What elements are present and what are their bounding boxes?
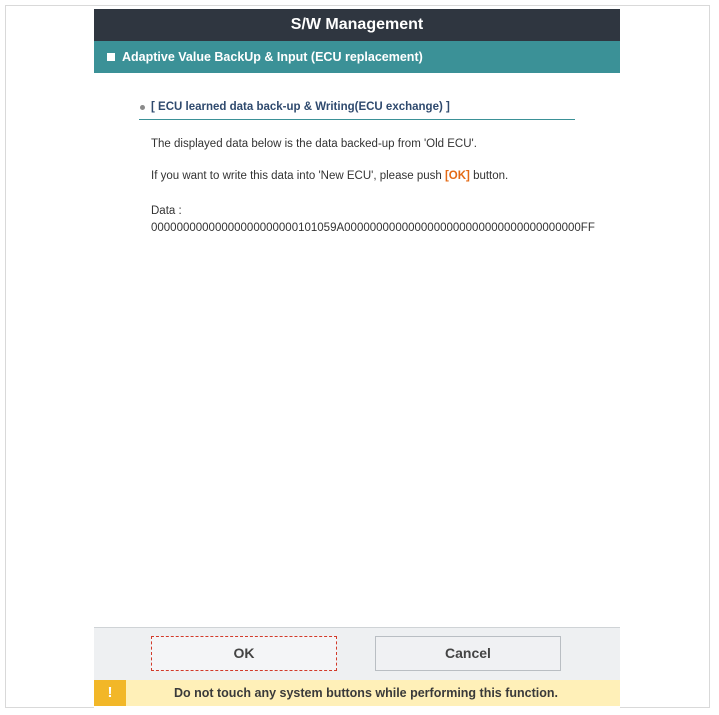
window-title: S/W Management [94, 9, 620, 41]
warning-text: Do not touch any system buttons while performing this function. [173, 686, 559, 700]
instruction-text-start: If you want to write this data into 'New ECU', please push [151, 170, 445, 182]
main-content [94, 73, 620, 237]
instruction-text-end: button. [469, 170, 509, 182]
ok-reference-text: [OK] [444, 170, 470, 182]
square-bullet-icon [107, 53, 115, 61]
data-value: 00000000000000000000000101059A0000000000000000000000000000000000000FF [151, 222, 595, 234]
cancel-button[interactable]: Cancel [375, 636, 561, 671]
function-header [94, 41, 620, 73]
bullet-dot-icon [140, 105, 145, 110]
ok-button[interactable]: OK [151, 636, 337, 671]
button-bar [94, 627, 620, 680]
data-block [151, 203, 620, 237]
info-text-backup: The displayed data below is the data backed-up from 'Old ECU'. [151, 138, 477, 150]
section-heading-text: [ ECU learned data back-up & Writing(ECU exchange) ] [151, 101, 450, 113]
function-title: Adaptive Value BackUp & Input (ECU replacement) [122, 50, 423, 64]
info-text-instruction [151, 170, 620, 182]
sw-management-window [94, 9, 620, 709]
data-label: Data : [151, 205, 182, 217]
warning-icon: ! [94, 680, 126, 706]
section-heading [139, 101, 575, 120]
warning-bar [94, 680, 620, 706]
